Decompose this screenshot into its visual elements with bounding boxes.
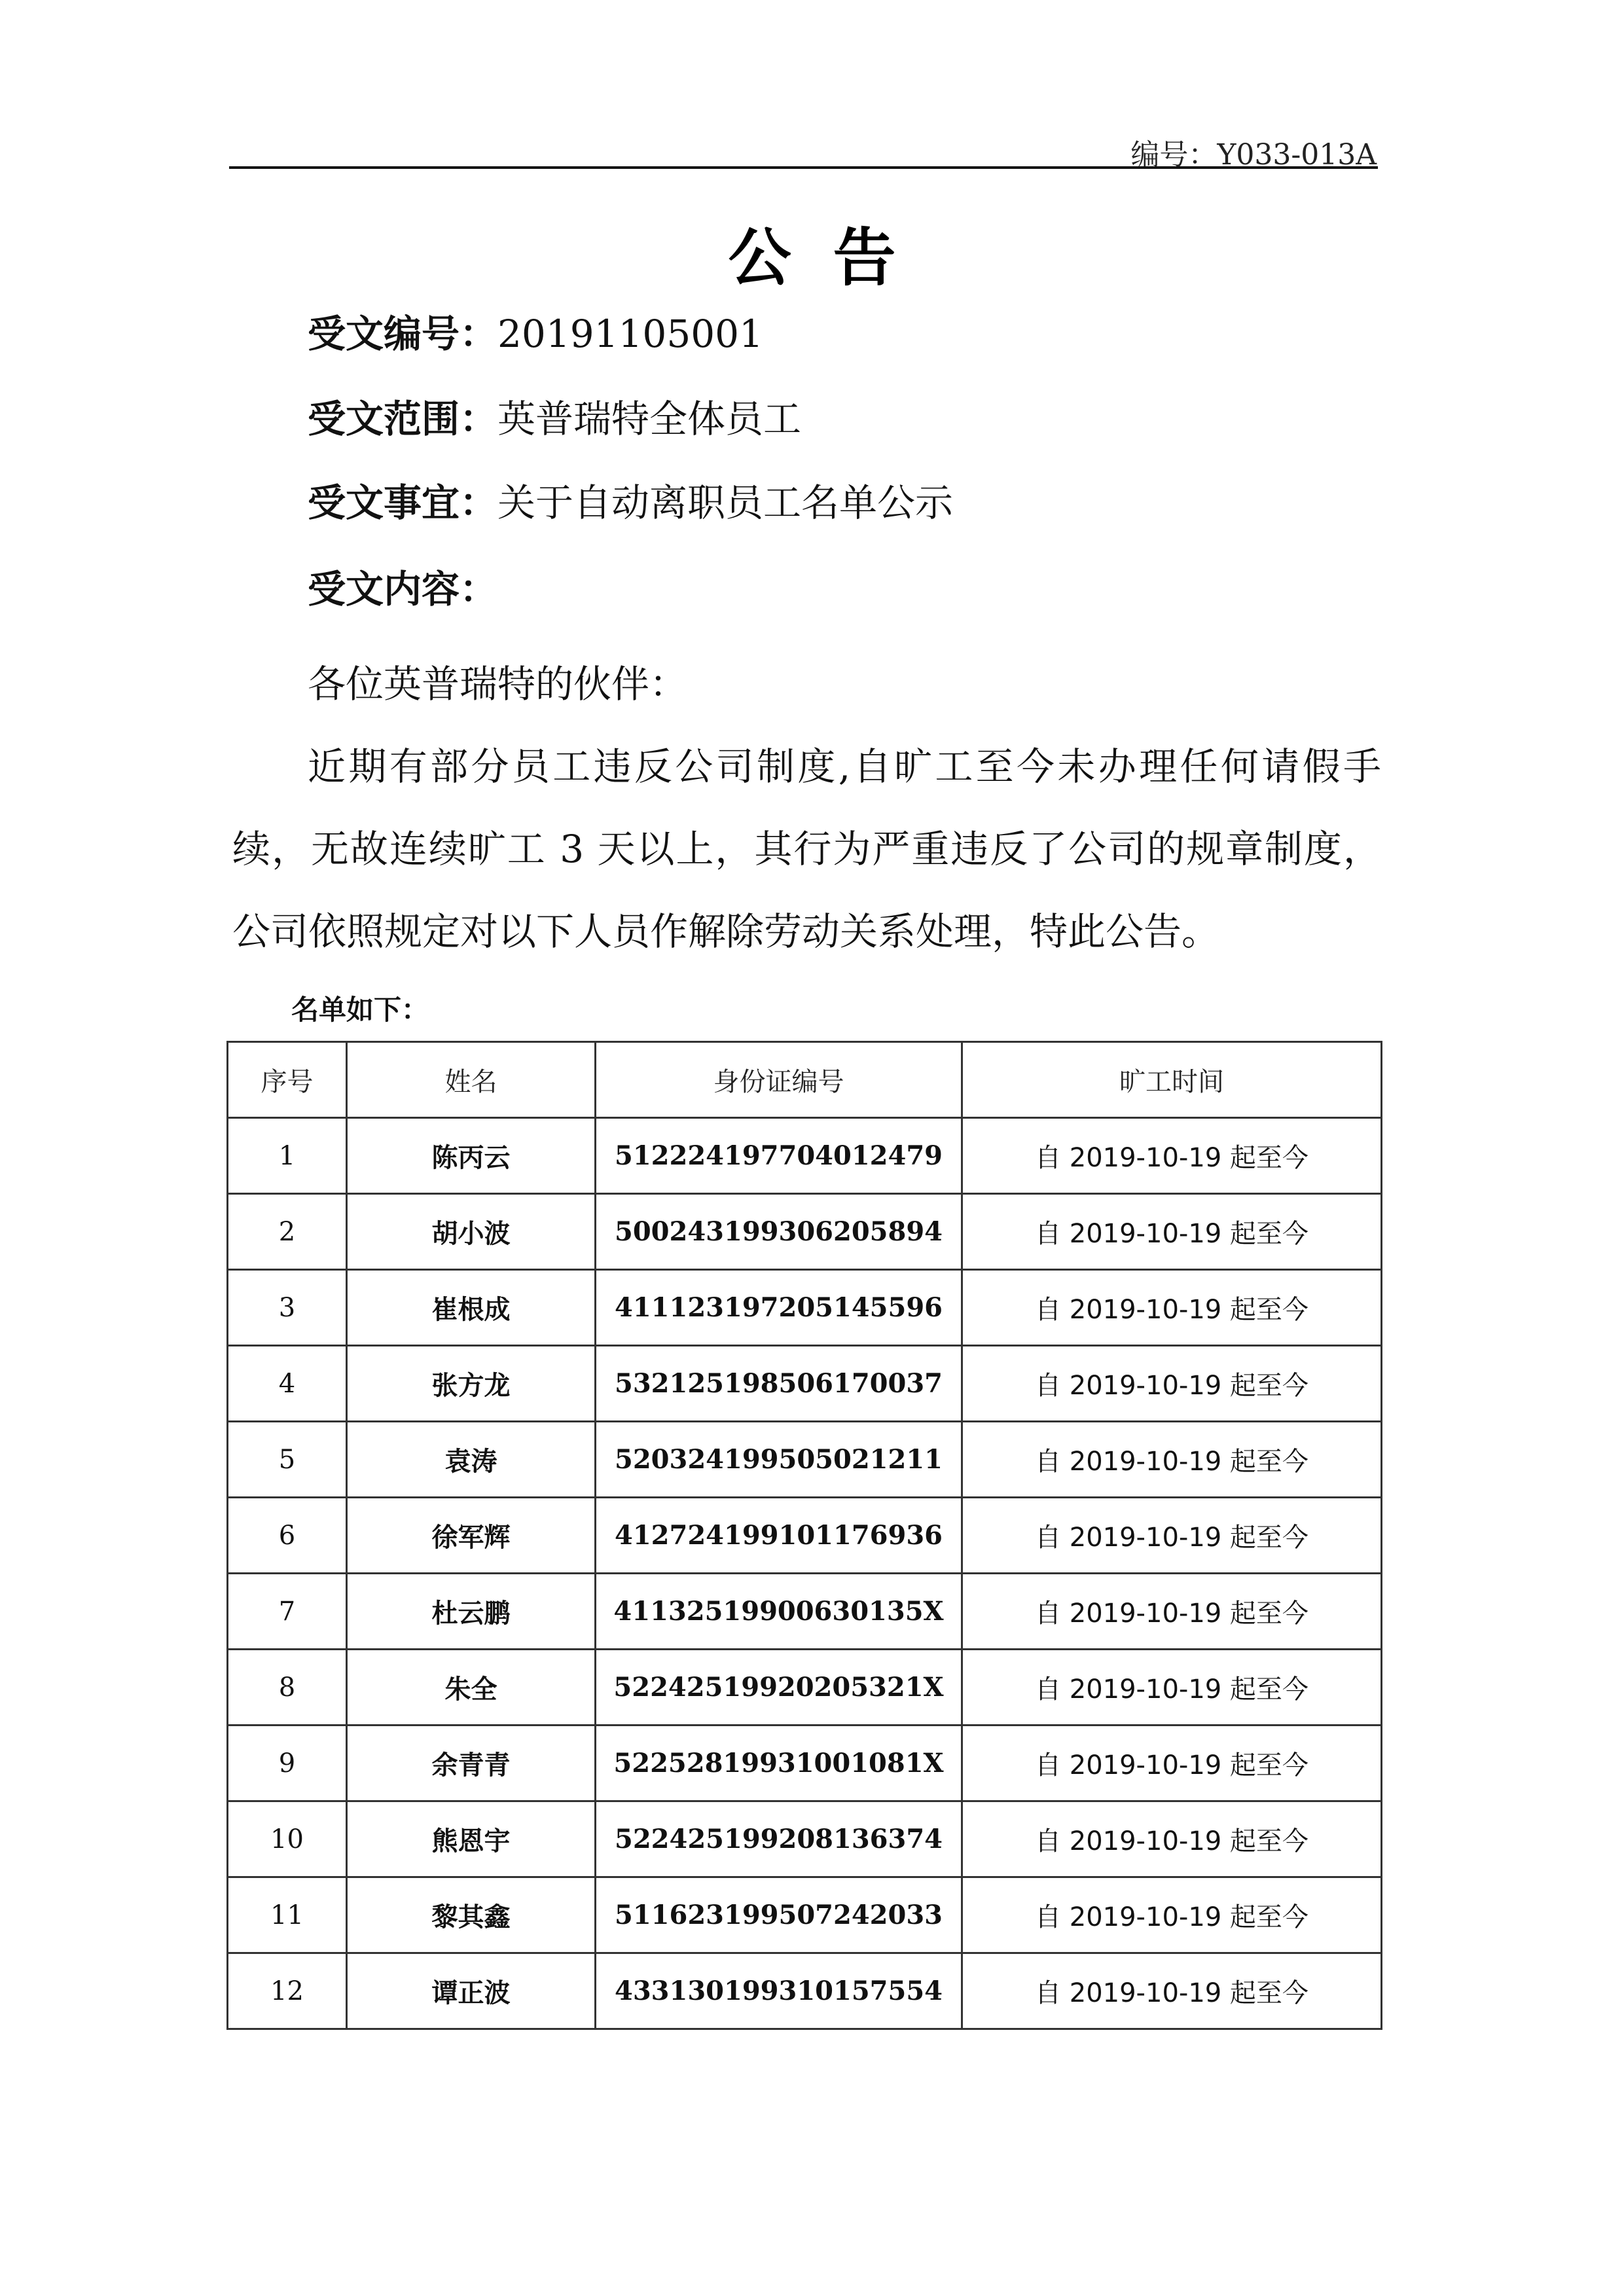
cell-name: 朱全 bbox=[347, 1650, 596, 1726]
page-title: 公告 bbox=[728, 221, 938, 295]
cell-seq: 3 bbox=[228, 1270, 347, 1346]
cell-time: 自 2019-10-19 起至今 bbox=[962, 1801, 1382, 1877]
cell-name: 袁涛 bbox=[347, 1422, 596, 1498]
cell-name: 谭正波 bbox=[347, 1953, 596, 2029]
meta-scope-label: 受文范围： bbox=[308, 397, 498, 441]
table-header-row bbox=[228, 1042, 1382, 1118]
cell-time: 自 2019-10-19 起至今 bbox=[962, 1574, 1382, 1650]
cell-seq: 6 bbox=[228, 1498, 347, 1574]
cell-id: 411123197205145596 bbox=[596, 1270, 962, 1346]
cell-name: 陈丙云 bbox=[347, 1118, 596, 1194]
cell-seq: 7 bbox=[228, 1574, 347, 1650]
meta-content-line bbox=[308, 563, 497, 615]
cell-id: 520324199505021211 bbox=[596, 1422, 962, 1498]
cell-name: 黎其鑫 bbox=[347, 1877, 596, 1953]
table-row bbox=[228, 1194, 1382, 1270]
cell-time: 自 2019-10-19 起至今 bbox=[962, 1270, 1382, 1346]
table-row bbox=[228, 1726, 1382, 1801]
table-row bbox=[228, 1877, 1382, 1953]
header-id: 身份证编号 bbox=[596, 1042, 962, 1118]
cell-seq: 8 bbox=[228, 1650, 347, 1726]
cell-time: 自 2019-10-19 起至今 bbox=[962, 1877, 1382, 1953]
table-row bbox=[228, 1498, 1382, 1574]
cell-time: 自 2019-10-19 起至今 bbox=[962, 1498, 1382, 1574]
table-row bbox=[228, 1650, 1382, 1726]
table-row bbox=[228, 1118, 1382, 1194]
greeting: 各位英普瑞特的伙伴： bbox=[308, 662, 688, 706]
cell-time: 自 2019-10-19 起至今 bbox=[962, 1726, 1382, 1801]
table-row bbox=[228, 1801, 1382, 1877]
table-row bbox=[228, 1270, 1382, 1346]
list-caption: 名单如下： bbox=[291, 994, 429, 1026]
meta-scope-line bbox=[308, 393, 801, 445]
meta-number-label: 受文编号： bbox=[308, 312, 498, 356]
cell-name: 徐军辉 bbox=[347, 1498, 596, 1574]
cell-seq: 10 bbox=[228, 1801, 347, 1877]
cell-id: 500243199306205894 bbox=[596, 1194, 962, 1270]
body-paragraph: 近期有部分员工违反公司制度,自旷工至今未办理任何请假手续，无故连续旷工 3 天以上，其行为严重违反了公司的规章制度，公司依照规定对以下人员作解除劳动关系处理，特此公告。 bbox=[232, 744, 1381, 954]
table-row bbox=[228, 1953, 1382, 2029]
header-divider bbox=[229, 166, 1378, 169]
cell-id: 52242519920205321X bbox=[596, 1650, 962, 1726]
cell-seq: 2 bbox=[228, 1194, 347, 1270]
cell-time: 自 2019-10-19 起至今 bbox=[962, 1118, 1382, 1194]
cell-id: 412724199101176936 bbox=[596, 1498, 962, 1574]
cell-name: 张方龙 bbox=[347, 1346, 596, 1422]
cell-name: 杜云鹏 bbox=[347, 1574, 596, 1650]
table-row bbox=[228, 1346, 1382, 1422]
cell-seq: 11 bbox=[228, 1877, 347, 1953]
cell-seq: 9 bbox=[228, 1726, 347, 1801]
cell-seq: 4 bbox=[228, 1346, 347, 1422]
meta-scope-value: 英普瑞特全体员工 bbox=[497, 397, 802, 441]
cell-id: 532125198506170037 bbox=[596, 1346, 962, 1422]
cell-id: 433130199310157554 bbox=[596, 1953, 962, 2029]
cell-seq: 5 bbox=[228, 1422, 347, 1498]
cell-name: 熊恩宇 bbox=[347, 1801, 596, 1877]
cell-id: 41132519900630135X bbox=[596, 1574, 962, 1650]
cell-time: 自 2019-10-19 起至今 bbox=[962, 1194, 1382, 1270]
meta-number-value: 20191105001 bbox=[497, 312, 763, 356]
meta-content-label: 受文内容： bbox=[308, 567, 498, 611]
meta-subject-label: 受文事宜： bbox=[308, 480, 498, 525]
cell-id: 522425199208136374 bbox=[596, 1801, 962, 1877]
cell-id: 52252819931001081X bbox=[596, 1726, 962, 1801]
cell-name: 胡小波 bbox=[347, 1194, 596, 1270]
cell-name: 崔根成 bbox=[347, 1270, 596, 1346]
cell-id: 512224197704012479 bbox=[596, 1118, 962, 1194]
table-row bbox=[228, 1422, 1382, 1498]
meta-number-line bbox=[308, 308, 763, 360]
cell-seq: 1 bbox=[228, 1118, 347, 1194]
cell-seq: 12 bbox=[228, 1953, 347, 2029]
cell-time: 自 2019-10-19 起至今 bbox=[962, 1422, 1382, 1498]
meta-subject-value: 关于自动离职员工名单公示 bbox=[497, 480, 954, 525]
table-row bbox=[228, 1574, 1382, 1650]
cell-time: 自 2019-10-19 起至今 bbox=[962, 1650, 1382, 1726]
header-name: 姓名 bbox=[347, 1042, 596, 1118]
cell-id: 511623199507242033 bbox=[596, 1877, 962, 1953]
cell-time: 自 2019-10-19 起至今 bbox=[962, 1346, 1382, 1422]
meta-subject-line bbox=[308, 477, 953, 529]
cell-name: 余青青 bbox=[347, 1726, 596, 1801]
cell-time: 自 2019-10-19 起至今 bbox=[962, 1953, 1382, 2029]
document-number: 编号：Y033-013A bbox=[1130, 138, 1377, 172]
header-seq: 序号 bbox=[228, 1042, 347, 1118]
employee-table bbox=[226, 1041, 1382, 2030]
header-time: 旷工时间 bbox=[962, 1042, 1382, 1118]
